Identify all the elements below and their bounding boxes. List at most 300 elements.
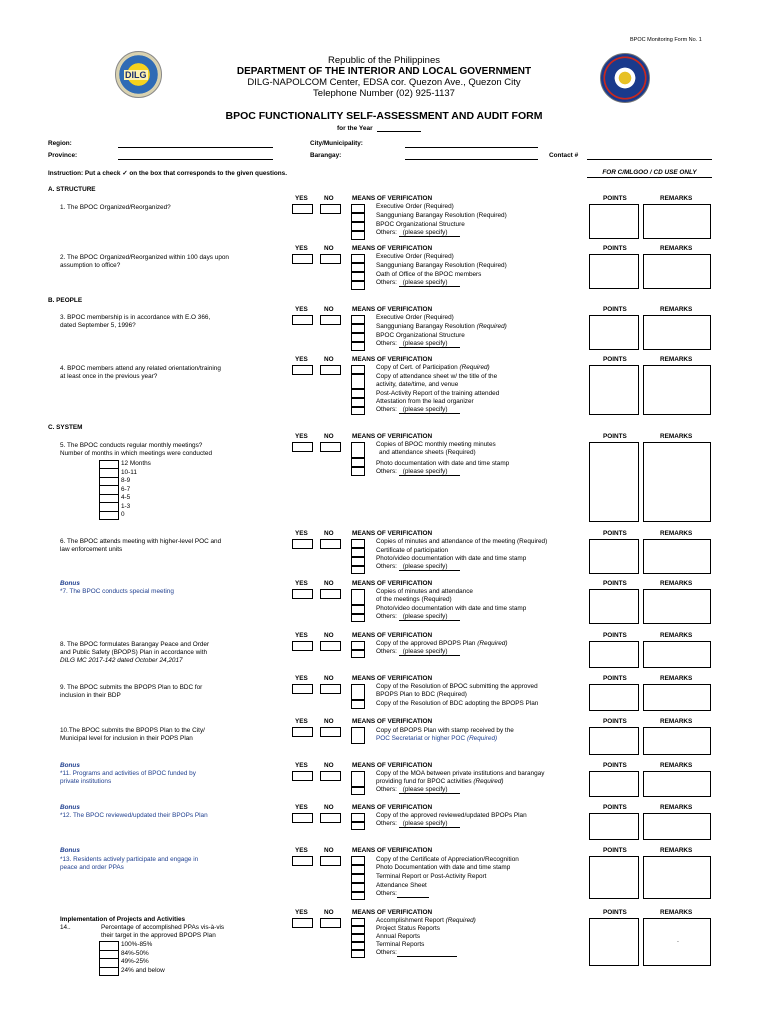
no-label: NO (324, 195, 334, 202)
mov-checkbox[interactable] (351, 442, 365, 458)
others-label: Others: (376, 613, 397, 620)
mov-label: MEANS OF VERIFICATION (352, 306, 433, 313)
header-republic: Republic of the Philippines (328, 55, 440, 66)
remarks-box[interactable] (643, 442, 711, 522)
no-label: NO (324, 245, 334, 252)
section-system: C. SYSTEM (48, 424, 83, 431)
remarks-label: REMARKS (660, 245, 693, 252)
points-box[interactable] (589, 727, 639, 755)
mov-item: Accomplishment Report (376, 917, 444, 924)
please-specify[interactable]: (please specify) (399, 563, 460, 571)
points-box[interactable] (589, 771, 639, 797)
no-checkbox[interactable] (320, 589, 341, 599)
months-option[interactable]: 4-5 (121, 494, 131, 501)
province-label: Province: (48, 152, 78, 159)
mov-checkbox[interactable] (351, 374, 365, 389)
question-text: at least once in the previous year? (60, 373, 158, 380)
mov-checkbox[interactable] (351, 892, 365, 900)
percentage-option[interactable]: 49%-25% (121, 958, 149, 965)
mov-checkbox[interactable] (351, 231, 365, 240)
remarks-box[interactable] (643, 254, 711, 289)
yes-checkbox[interactable] (292, 539, 313, 549)
required-tag: (Required) (466, 735, 498, 742)
mov-checkbox[interactable] (351, 650, 365, 658)
mov-checkbox[interactable] (351, 771, 365, 787)
mov-item: Photo documentation with date and time stamp (376, 460, 510, 467)
no-label: NO (324, 675, 334, 682)
points-label: POINTS (603, 632, 627, 639)
dilg-logo-text: DILG (125, 70, 147, 80)
no-label: NO (324, 909, 334, 916)
year-label: for the Year (337, 125, 373, 132)
yes-checkbox[interactable] (292, 641, 313, 651)
percentage-option[interactable]: 100%-85% (121, 941, 153, 948)
mov-checkbox[interactable] (351, 950, 365, 958)
question-text: 8. The BPOC formulates Barangay Peace and Order (60, 641, 210, 648)
mov-checkbox[interactable] (351, 865, 365, 874)
points-label: POINTS (603, 245, 627, 252)
mov-checkbox[interactable] (351, 213, 365, 222)
yes-label: YES (295, 433, 308, 440)
mov-item: Project Status Reports (376, 925, 440, 932)
please-specify[interactable]: (please specify) (399, 613, 460, 621)
no-checkbox[interactable] (320, 254, 341, 264)
points-box[interactable] (589, 813, 639, 840)
points-box[interactable] (589, 539, 639, 574)
remarks-box[interactable] (643, 727, 711, 755)
mov-checkbox[interactable] (351, 254, 365, 263)
points-box[interactable] (589, 641, 639, 668)
mov-checkbox[interactable] (351, 566, 365, 574)
mov-item: providing fund for BPOC activities (376, 778, 472, 785)
mov-label: MEANS OF VERIFICATION (352, 762, 433, 769)
yes-label: YES (295, 306, 308, 313)
mov-item: Copies of minutes and attendance (376, 588, 473, 595)
remarks-box[interactable] (643, 771, 711, 797)
mov-checkbox[interactable] (351, 548, 365, 557)
no-label: NO (324, 580, 334, 587)
option-divider (99, 950, 119, 951)
mov-checkbox[interactable] (351, 874, 365, 883)
others-line[interactable] (397, 949, 457, 957)
question-text: 4. BPOC members attend any related orientation/training (60, 365, 221, 372)
no-checkbox[interactable] (320, 204, 341, 214)
question-text: inclusion in their BDP (60, 692, 121, 699)
mov-checkbox[interactable] (351, 407, 365, 415)
question-text: *12. The BPOC reviewed/updated their BPOPs Plan (60, 812, 208, 819)
form-title: BPOC FUNCTIONALITY SELF-ASSESSMENT AND AUDIT FORM (225, 110, 543, 122)
yes-checkbox[interactable] (292, 589, 313, 599)
option-divider (99, 967, 119, 968)
question-text: law enforcement units (60, 546, 123, 553)
points-label: POINTS (603, 804, 627, 811)
mov-checkbox[interactable] (351, 589, 365, 605)
mov-checkbox[interactable] (351, 204, 365, 213)
yes-label: YES (295, 762, 308, 769)
mov-item: Copy of attendance sheet w/ the title of the (376, 373, 498, 380)
question-text: 1. The BPOC Organized/Reorganized? (60, 204, 171, 211)
option-divider (99, 485, 119, 486)
remarks-box[interactable] (643, 365, 711, 415)
yes-label: YES (295, 195, 308, 202)
mov-checkbox[interactable] (351, 641, 365, 650)
points-label: POINTS (603, 530, 627, 537)
mov-checkbox[interactable] (351, 365, 365, 374)
remarks-label: REMARKS (660, 909, 693, 916)
points-box[interactable] (589, 918, 639, 966)
mov-checkbox[interactable] (351, 934, 365, 942)
please-specify[interactable]: (please specify) (399, 279, 460, 287)
mov-item: Terminal Report or Post-Activity Report (376, 873, 487, 880)
months-option[interactable]: 0 (121, 511, 125, 518)
no-label: NO (324, 530, 334, 537)
yes-label: YES (295, 804, 308, 811)
remarks-box[interactable] (643, 856, 711, 899)
points-label: POINTS (603, 306, 627, 313)
points-label: POINTS (603, 433, 627, 440)
please-specify[interactable]: (please specify) (399, 229, 460, 237)
no-checkbox[interactable] (320, 315, 341, 325)
no-checkbox[interactable] (320, 442, 341, 452)
no-checkbox[interactable] (320, 813, 341, 823)
required-tag: (Required) (473, 778, 504, 785)
yes-label: YES (295, 580, 308, 587)
header-department: DEPARTMENT OF THE INTERIOR AND LOCAL GOVERNMENT (236, 66, 532, 77)
mov-item: Executive Order (Required) (376, 203, 454, 210)
mov-checkbox[interactable] (351, 458, 365, 467)
bonus-label: Bonus (60, 762, 80, 769)
mov-item: Executive Order (Required) (376, 314, 454, 321)
no-checkbox[interactable] (320, 918, 341, 928)
months-option[interactable]: 10-11 (121, 469, 137, 476)
mov-item: Copy of the MOA between private institutions and barangay (376, 770, 545, 777)
header-address: DILG-NAPOLCOM Center, EDSA cor. Quezon Ave., Quezon City (247, 77, 521, 88)
no-checkbox[interactable] (320, 856, 341, 866)
no-label: NO (324, 847, 334, 854)
no-checkbox[interactable] (320, 727, 341, 737)
yes-checkbox[interactable] (292, 442, 313, 452)
region-field[interactable] (118, 147, 273, 148)
yes-label: YES (295, 632, 308, 639)
others-label: Others: (376, 563, 397, 570)
others-label: Others: (376, 820, 397, 827)
required-tag: (Required) (476, 323, 507, 330)
please-specify[interactable]: (please specify) (399, 786, 460, 794)
mov-item: BPOC Organizational Structure (376, 332, 465, 339)
mov-label: MEANS OF VERIFICATION (352, 847, 433, 854)
yes-label: YES (295, 245, 308, 252)
barangay-field[interactable] (405, 159, 538, 160)
points-label: POINTS (603, 718, 627, 725)
mov-label: MEANS OF VERIFICATION (352, 530, 433, 537)
question-text: 6. The BPOC attends meeting with higher-level POC and (60, 538, 222, 545)
remarks-box[interactable] (643, 539, 711, 574)
question-text: private institutions (60, 778, 112, 785)
implementation-heading: Implementation of Projects and Activities (60, 916, 186, 923)
yes-label: YES (295, 530, 308, 537)
points-box[interactable] (589, 365, 639, 415)
bonus-label: Bonus (60, 804, 80, 811)
mov-item: Copies of BPOC monthly meeting minutes (376, 441, 496, 448)
question-text: 10.The BPOC submits the BPOPS Plan to the City/ (60, 727, 205, 734)
percentage-option[interactable]: 24% and below (121, 967, 165, 974)
yes-label: YES (295, 909, 308, 916)
option-divider (99, 502, 119, 503)
points-label: POINTS (603, 675, 627, 682)
mov-item: Oath of Office of the BPOC members (376, 271, 482, 278)
question-text: assumption to office? (60, 262, 121, 269)
percentage-option[interactable]: 84%-50% (121, 950, 149, 957)
no-label: NO (324, 306, 334, 313)
mov-item: Attestation from the lead organizer (376, 398, 474, 405)
form-number: BPOC Monitoring Form No. 1 (630, 37, 702, 43)
mov-item: Copy of BPOPS Plan with stamp received by the (376, 727, 514, 734)
city-label: City/Municipality: (310, 140, 363, 147)
yes-checkbox[interactable] (292, 727, 313, 737)
mov-item: Photo/video documentation with date and time stamp (376, 555, 527, 562)
option-divider (99, 494, 119, 495)
others-label: Others: (376, 229, 397, 236)
no-checkbox[interactable] (320, 539, 341, 549)
yes-checkbox[interactable] (292, 684, 313, 694)
please-specify[interactable]: (please specify) (399, 820, 460, 828)
mov-label: MEANS OF VERIFICATION (352, 195, 433, 202)
mov-item: Photo/video documentation with date and time stamp (376, 605, 527, 612)
mov-checkbox[interactable] (351, 263, 365, 272)
remarks-label: REMARKS (660, 675, 693, 682)
mov-item: Sangguniang Barangay Resolution (376, 323, 475, 330)
mov-item: and attendance sheets (Required) (379, 449, 476, 456)
mov-checkbox[interactable] (351, 272, 365, 281)
no-checkbox[interactable] (320, 365, 341, 375)
mov-item: Copy of the Resolution of BDC adopting the BPOPS Plan (376, 700, 539, 707)
months-option[interactable]: 12 Months (121, 460, 151, 467)
mov-checkbox[interactable] (351, 389, 365, 398)
question-text: their target in the approved BPOPS Plan (101, 932, 216, 939)
question-text: peace and order PPAs (60, 864, 124, 871)
points-label: POINTS (603, 909, 627, 916)
remarks-label: REMARKS (660, 306, 693, 313)
question-text: 3. BPOC membership is in accordance with E.O 366, (60, 314, 211, 321)
remarks-label: REMARKS (660, 804, 693, 811)
points-box[interactable] (589, 442, 639, 522)
remarks-label: REMARKS (660, 580, 693, 587)
remarks-label: REMARKS (660, 632, 693, 639)
remarks-box[interactable] (643, 641, 711, 668)
remarks-label: REMARKS (660, 195, 693, 202)
yes-checkbox[interactable] (292, 771, 313, 781)
mov-checkbox[interactable] (351, 787, 365, 795)
mov-label: MEANS OF VERIFICATION (352, 433, 433, 440)
mov-item: activity, date/time, and venue (376, 381, 459, 388)
mov-checkbox[interactable] (351, 700, 365, 709)
mov-item: Terminal Reports (376, 941, 425, 948)
no-checkbox[interactable] (320, 641, 341, 651)
mov-checkbox[interactable] (351, 883, 365, 892)
instruction: Instruction: Put a check ✓ on the box that corresponds to the given questions. (48, 170, 287, 177)
mov-checkbox[interactable] (351, 539, 365, 548)
points-label: POINTS (603, 580, 627, 587)
question-text: DILG MC 2017-142 dated October 24,2017 (60, 657, 183, 664)
option-divider (99, 468, 119, 469)
stray-mark: . (677, 937, 679, 944)
points-box[interactable] (589, 856, 639, 899)
mov-checkbox[interactable] (351, 918, 365, 926)
points-box[interactable] (589, 204, 639, 239)
question-text: Percentage of accomplished PPAs vis-à-vis (101, 924, 225, 931)
question-text: *13. Residents actively participate and engage in (60, 856, 199, 863)
others-label: Others: (376, 786, 397, 793)
mov-item: Post-Activity Report of the training attended (376, 390, 500, 397)
mov-label: MEANS OF VERIFICATION (352, 804, 433, 811)
yes-checkbox[interactable] (292, 918, 313, 928)
please-specify[interactable]: (please specify) (399, 648, 460, 656)
remarks-box[interactable] (643, 684, 711, 711)
remarks-label: REMARKS (660, 530, 693, 537)
months-option[interactable]: 8-9 (121, 477, 131, 484)
region-label: Region: (48, 140, 72, 147)
city-field[interactable] (405, 147, 538, 148)
yes-checkbox[interactable] (292, 856, 313, 866)
remarks-box[interactable] (643, 589, 711, 624)
mov-label: MEANS OF VERIFICATION (352, 675, 433, 682)
question-text: 9. The BPOC submits the BPOPS Plan to BDC for (60, 684, 203, 691)
contact-label: Contact # (549, 152, 579, 159)
mov-item: Certificate of participation (376, 547, 449, 554)
mov-checkbox[interactable] (351, 315, 365, 324)
remarks-box[interactable] (643, 204, 711, 239)
yes-label: YES (295, 847, 308, 854)
points-box[interactable] (589, 684, 639, 711)
mov-checkbox[interactable] (351, 467, 365, 476)
yes-checkbox[interactable] (292, 204, 313, 214)
mov-checkbox[interactable] (351, 398, 365, 407)
mov-item: POC Secretariat or higher POC (376, 735, 466, 742)
question-text: dated September 5, 1996? (60, 322, 136, 329)
year-line (377, 131, 421, 132)
mov-item: of the meetings (Required) (376, 596, 452, 603)
mov-checkbox[interactable] (351, 856, 365, 865)
mov-item: Executive Order (Required) (376, 253, 454, 260)
remarks-label: REMARKS (660, 433, 693, 440)
mov-checkbox[interactable] (351, 822, 365, 830)
question-text: 2. The BPOC Organized/Reorganized within 100 days upon (60, 254, 229, 261)
mov-checkbox[interactable] (351, 684, 365, 700)
mov-item: Copy of the Certificate of Appreciation/Recognition (376, 856, 519, 863)
mov-item: Copy of the approved reviewed/updated BPOPs Plan (376, 812, 527, 819)
points-label: POINTS (603, 847, 627, 854)
remarks-label: REMARKS (660, 356, 693, 363)
remarks-box[interactable] (643, 813, 711, 840)
yes-label: YES (295, 356, 308, 363)
bonus-label: Bonus (60, 580, 80, 587)
mov-item: Sangguniang Barangay Resolution (Required) (376, 212, 507, 219)
mov-checkbox[interactable] (351, 813, 365, 822)
points-label: POINTS (603, 762, 627, 769)
yes-checkbox[interactable] (292, 315, 313, 325)
others-line[interactable] (397, 890, 429, 898)
mov-item: Annual Reports (376, 933, 421, 940)
required-tag: (Required) (477, 640, 508, 647)
question-text: 5. The BPOC conducts regular monthly meetings? (60, 442, 203, 449)
question-text: Municipal level for inclusion in their POPS Plan (60, 735, 193, 742)
mov-label: MEANS OF VERIFICATION (352, 909, 433, 916)
months-option[interactable]: 6-7 (121, 486, 131, 493)
yes-checkbox[interactable] (292, 254, 313, 264)
required-tag: (Required) (445, 917, 476, 924)
no-label: NO (324, 356, 334, 363)
yes-checkbox[interactable] (292, 813, 313, 823)
question-text: *7. The BPOC conducts special meeting (60, 588, 174, 595)
mov-checkbox[interactable] (351, 342, 365, 351)
others-label: Others: (376, 468, 397, 475)
question-number: 14.. (60, 924, 71, 931)
header-telephone: Telephone Number (02) 925-1137 (313, 88, 455, 99)
no-label: NO (324, 433, 334, 440)
please-specify[interactable]: (please specify) (399, 468, 460, 476)
bonus-label: Bonus (60, 847, 80, 854)
section-structure: A. STRUCTURE (48, 186, 96, 193)
mov-checkbox[interactable] (351, 324, 365, 333)
mov-item: Copy of Cert. of Participation (376, 364, 458, 371)
remarks-box[interactable] (643, 315, 711, 350)
mov-checkbox[interactable] (351, 727, 365, 744)
others-label: Others: (376, 890, 397, 897)
remarks-label: REMARKS (660, 762, 693, 769)
points-box[interactable] (589, 589, 639, 624)
mov-label: MEANS OF VERIFICATION (352, 580, 433, 587)
points-label: POINTS (603, 195, 627, 202)
months-option[interactable]: 1-3 (121, 503, 131, 510)
no-checkbox[interactable] (320, 684, 341, 694)
province-field[interactable] (118, 159, 273, 160)
mov-checkbox[interactable] (351, 605, 365, 614)
mov-item: Copy of the approved BPOPS Plan (376, 640, 476, 647)
office-use-label: FOR C/MLGOO / CD USE ONLY (587, 169, 712, 178)
option-divider (99, 958, 119, 959)
question-text: *11. Programs and activities of BPOC funded by (60, 770, 196, 777)
mov-checkbox[interactable] (351, 222, 365, 231)
yes-checkbox[interactable] (292, 365, 313, 375)
no-label: NO (324, 632, 334, 639)
points-box[interactable] (589, 315, 639, 350)
please-specify[interactable]: (please specify) (399, 406, 460, 414)
mov-item: Copies of minutes and attendance of the meeting (Required) (376, 538, 548, 545)
no-label: NO (324, 762, 334, 769)
mov-checkbox[interactable] (351, 942, 365, 950)
option-divider (99, 511, 119, 512)
points-box[interactable] (589, 254, 639, 289)
mov-checkbox[interactable] (351, 557, 365, 566)
mov-label: MEANS OF VERIFICATION (352, 356, 433, 363)
points-label: POINTS (603, 356, 627, 363)
mov-label: MEANS OF VERIFICATION (352, 632, 433, 639)
contact-field[interactable] (587, 159, 712, 160)
mov-label: MEANS OF VERIFICATION (352, 718, 433, 725)
others-label: Others: (376, 648, 397, 655)
no-checkbox[interactable] (320, 771, 341, 781)
no-label: NO (324, 804, 334, 811)
please-specify[interactable]: (please specify) (399, 340, 460, 348)
others-label: Others: (376, 340, 397, 347)
mov-checkbox[interactable] (351, 333, 365, 342)
mov-checkbox[interactable] (351, 281, 365, 290)
question-text: Number of months in which meetings were conducted (60, 450, 213, 457)
mov-checkbox[interactable] (351, 614, 365, 622)
mov-item: Sangguniang Barangay Resolution (Required) (376, 262, 507, 269)
mov-checkbox[interactable] (351, 926, 365, 934)
others-label: Others: (376, 279, 397, 286)
